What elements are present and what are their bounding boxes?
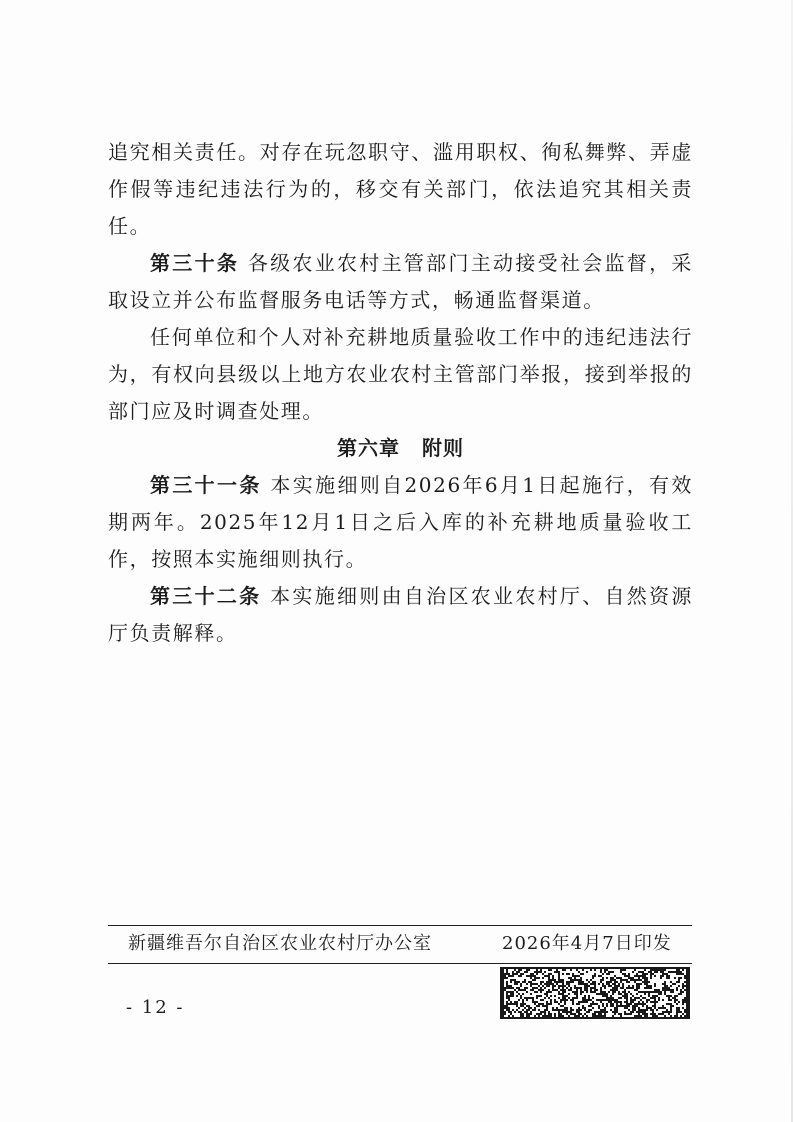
- chapter-number: 第六章: [337, 436, 400, 460]
- chapter-title: 附则: [422, 436, 464, 460]
- article-32-text: 本实施细则由自治区农业农村厅、自然资源厅负责解释。: [108, 584, 693, 645]
- article-30-text: 各级农业农村主管部门主动接受社会监督，采取设立并公布监督服务电话等方式，畅通监督渠道。: [108, 251, 693, 312]
- barcode-image: [500, 967, 690, 1019]
- page-number: - 12 -: [126, 997, 185, 1018]
- article-30-number: 第三十条: [150, 251, 240, 275]
- issuing-office: 新疆维吾尔自治区农业农村厅办公室: [128, 933, 432, 954]
- issue-date: 2026年4月7日印发: [502, 933, 672, 954]
- footer-bottom-rule: [108, 963, 692, 964]
- paragraph-responsibility: 追究相关责任。对存在玩忽职守、滥用职权、徇私舞弊、弄虚作假等违纪违法行为的，移交有关部门，依法追究其相关责任。: [108, 140, 693, 238]
- article-32: [108, 578, 693, 652]
- footer-top-rule: [108, 925, 692, 926]
- document-body: [108, 134, 693, 652]
- article-31-number: 第三十一条: [150, 473, 262, 497]
- article-30: [108, 245, 693, 319]
- chapter-heading: [108, 430, 693, 467]
- article-31: [108, 467, 693, 578]
- article-31-text: 本实施细则自2026年6月1日起施行，有效期两年。2025年12月1日之后入库的补充耕地质量验收工作，按照本实施细则执行。: [108, 473, 693, 571]
- paragraph-reporting: 任何单位和个人对补充耕地质量验收工作中的违纪违法行为，有权向县级以上地方农业农村主管部门举报，接到举报的部门应及时调查处理。: [108, 325, 693, 423]
- article-32-number: 第三十二条: [150, 584, 262, 608]
